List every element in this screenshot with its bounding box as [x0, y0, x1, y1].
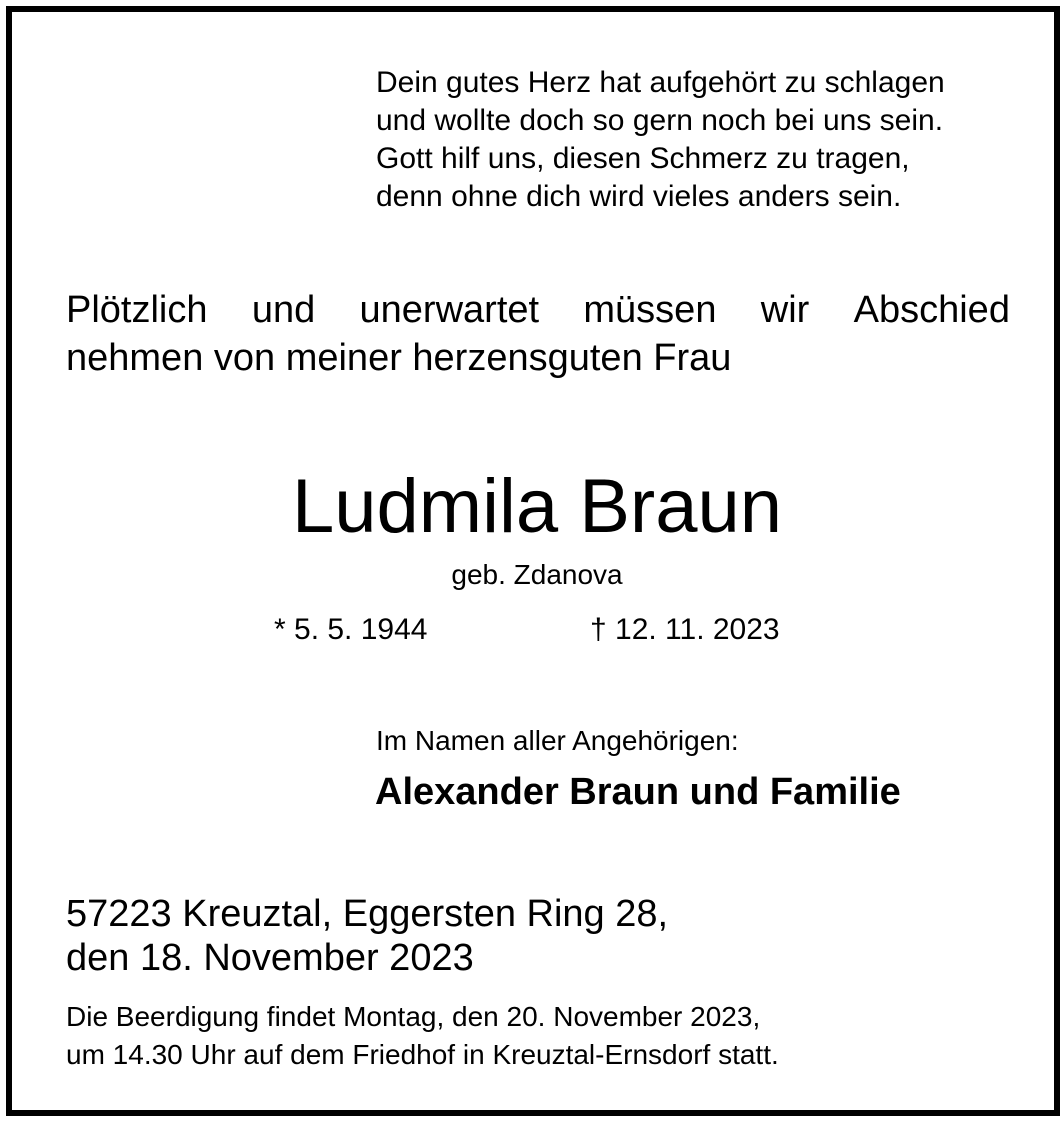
date-line: den 18. November 2023 [66, 937, 474, 979]
funeral-line: Die Beerdigung findet Montag, den 20. November 2023, [66, 1001, 761, 1032]
funeral-line: um 14.30 Uhr auf dem Friedhof in Kreuztal-Ernsdorf statt. [66, 1039, 779, 1070]
deceased-name: Ludmila Braun [291, 464, 783, 549]
poem-line: Dein gutes Herz hat aufgehört zu schlagen [376, 66, 945, 99]
intro-word: müssen [583, 289, 717, 331]
intro-word: Plötzlich [66, 289, 208, 331]
intro-word: unerwartet [359, 289, 540, 331]
death-date: † 12. 11. 2023 [590, 613, 780, 646]
on-behalf-label: Im Namen aller Angehörigen: [376, 725, 739, 756]
birth-date: * 5. 5. 1944 [274, 613, 428, 646]
intro-line-1 [66, 286, 1010, 334]
poem [376, 64, 1036, 216]
poem-line: Gott hilf uns, diesen Schmerz zu tragen, [376, 142, 910, 175]
poem-line: und wollte doch so gern noch bei uns sein. [376, 104, 944, 137]
intro-word: wir [760, 289, 810, 331]
family-signature: Alexander Braun und Familie [375, 771, 901, 813]
address-line: 57223 Kreuztal, Eggersten Ring 28, [66, 893, 669, 935]
intro-word: Abschied [853, 289, 1010, 331]
intro-text [66, 286, 1010, 382]
address-block [66, 892, 668, 980]
obituary-frame [6, 6, 1060, 1116]
intro-word: und [251, 289, 316, 331]
maiden-name: geb. Zdanova [451, 559, 623, 590]
funeral-info [66, 998, 779, 1074]
intro-line-2: nehmen von meiner herzensguten Frau [66, 337, 732, 379]
poem-line: denn ohne dich wird vieles anders sein. [376, 180, 902, 213]
